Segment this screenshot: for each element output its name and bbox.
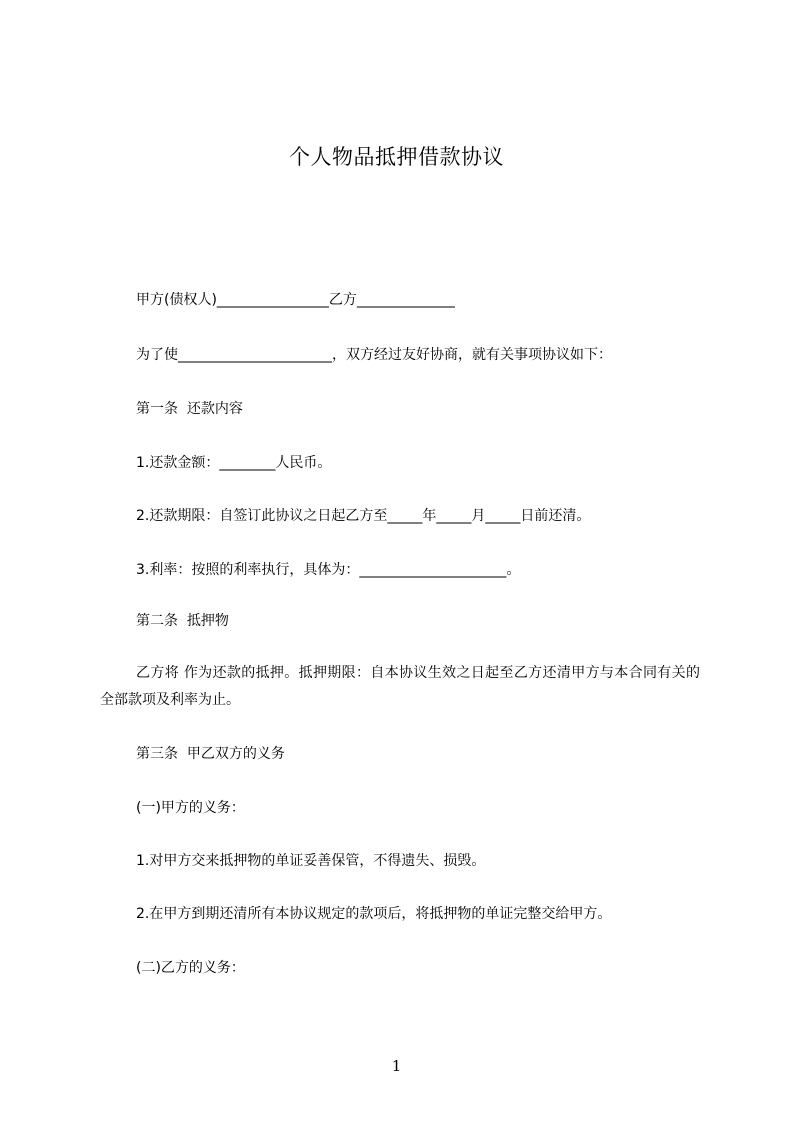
article2-heading: 第二条 抵押物 — [136, 613, 229, 629]
party-a-duties-heading: (一)甲方的义务： — [136, 800, 245, 816]
article3-heading: 第三条 甲乙双方的义务 — [136, 746, 285, 762]
purpose-line: 为了使______________________，双方经过友好协商，就有关事项协议如下： — [136, 347, 612, 363]
article1-item1: 1.还款金额：________人民币。 — [136, 455, 332, 471]
article2-text: 乙方将 作为还款的抵押。抵押期限：自本协议生效之日起至乙方还清甲方与本合同有关的全部款项及利率为止。 — [100, 665, 700, 708]
party-a-duty2: 2.在甲方到期还清所有本协议规定的款项后，将抵押物的单证完整交给甲方。 — [136, 906, 612, 922]
article1-item2: 2.还款期限：自签订此协议之日起乙方至_____年_____月_____日前还清。 — [136, 508, 591, 524]
page-number: 1 — [391, 1057, 402, 1075]
party-a-duty1: 1.对甲方交来抵押物的单证妥善保管，不得遗失、损毁。 — [136, 853, 486, 869]
document-title: 个人物品抵押借款协议 — [289, 145, 504, 169]
parties-line: 甲方(债权人)________________乙方______________ — [136, 292, 455, 308]
article1-heading: 第一条 还款内容 — [136, 401, 243, 417]
party-b-duties-heading: (二)乙方的义务： — [136, 960, 245, 976]
article1-item3: 3.利率：按照的利率执行，具体为：_____________________。 — [136, 562, 521, 578]
